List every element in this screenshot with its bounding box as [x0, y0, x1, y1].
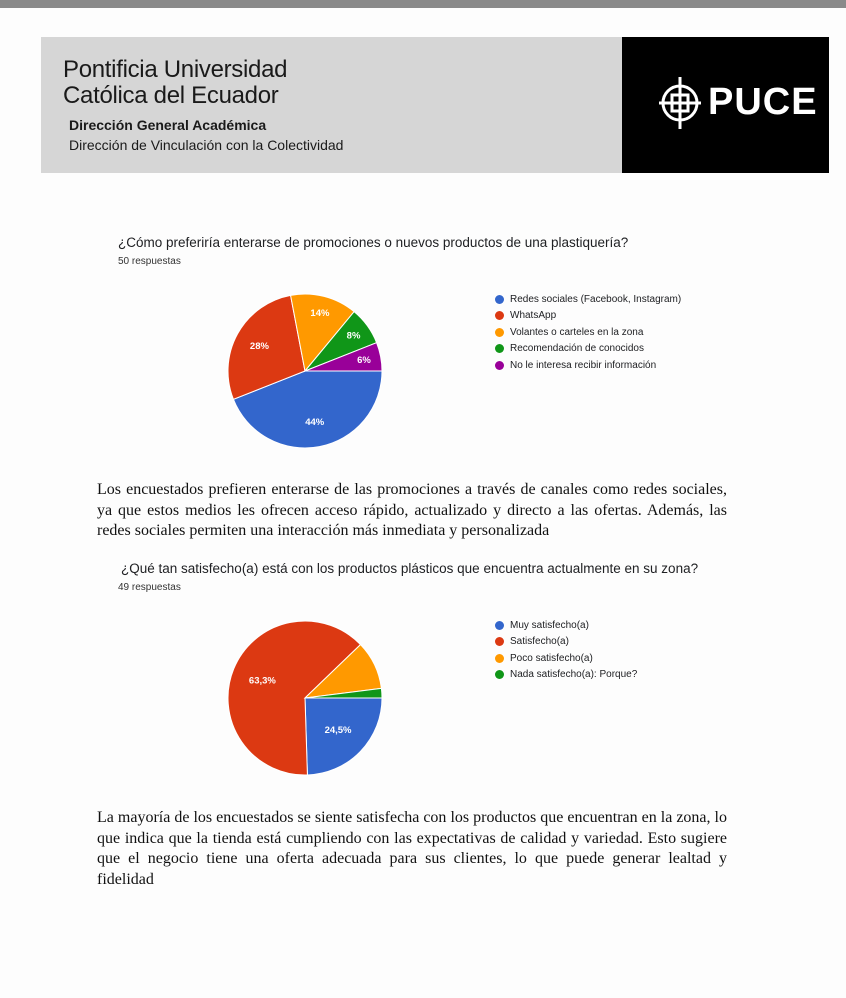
chart1-legend-item: [495, 324, 681, 341]
legend-label: Recomendación de conocidos: [510, 343, 644, 355]
legend-swatch: [495, 344, 504, 353]
chart1-legend-item: [495, 357, 681, 374]
legend-label: No le interesa recibir información: [510, 359, 657, 371]
paragraph-1: Los encuestados prefieren enterarse de las promociones a través de canales como redes sociales, ya que estos medios les ofrecen acceso rápido, actualizado y directo a las ofertas. Además, las redes sociales permiten una interacción más inmediata y personalizada: [97, 481, 727, 539]
chart2-legend-item: [495, 667, 637, 684]
legend-label: Redes sociales (Facebook, Instagram): [510, 293, 682, 305]
chart2-slice-muy-satisfecho-a: [305, 698, 382, 775]
chart1-label-redes-sociales-facebook-instagram: 44%: [305, 417, 325, 429]
chart2-response-count: 49 respuestas: [118, 582, 181, 593]
chart1-legend: [495, 291, 681, 374]
university-name: [63, 57, 287, 109]
department-primary: Dirección General Académica: [69, 117, 267, 133]
chart1-legend-item: [495, 308, 681, 325]
chart2-label-satisfecho-a: 63,3%: [248, 675, 276, 687]
logo-text: PUCE: [708, 81, 818, 123]
legend-swatch: [495, 328, 504, 337]
legend-swatch: [495, 311, 504, 320]
legend-swatch: [495, 637, 504, 646]
chart2-pie: [226, 619, 384, 777]
chart1-title: ¿Cómo preferiría enterarse de promociones o nuevos productos de una plastiquería?: [118, 235, 629, 250]
puce-emblem-icon: [657, 75, 703, 131]
legend-label: Satisfecho(a): [510, 636, 569, 648]
chart2-title: ¿Qué tan satisfecho(a) está con los productos plásticos que encuentra actualmente en su zona?: [121, 561, 699, 576]
chart1-label-volantes-o-carteles-en-la-zona: 14%: [310, 307, 330, 319]
chart2-legend-item: [495, 617, 637, 634]
legend-label: Nada satisfecho(a): Porque?: [510, 669, 638, 681]
legend-label: Volantes o carteles en la zona: [510, 326, 644, 338]
chart1-label-whatsapp: 28%: [249, 340, 269, 352]
legend-swatch: [495, 670, 504, 679]
document-header: [41, 37, 829, 173]
legend-swatch: [495, 654, 504, 663]
legend-label: Muy satisfecho(a): [510, 619, 589, 631]
university-line-2: Católica del Ecuador: [63, 82, 279, 109]
university-line-1: Pontificia Universidad: [63, 56, 288, 83]
puce-logo: [622, 37, 829, 173]
chart2-legend-item: [495, 634, 637, 651]
legend-swatch: [495, 621, 504, 630]
department-secondary: Dirección de Vinculación con la Colectividad: [69, 137, 344, 153]
legend-label: WhatsApp: [510, 310, 557, 322]
paragraph-2: La mayoría de los encuestados se siente satisfecha con los productos que encuentran en la zona, lo que indica que la tienda está cumpliendo con las expectativas de calidad y variedad. Esto sugiere que el negocio tiene una oferta adecuada para sus clientes, lo que puede generar lealtad y fidelidad: [97, 809, 727, 888]
chart1-label-recomendacion-de-conocidos: 8%: [346, 330, 361, 342]
chart1-label-no-le-interesa-recibir-informacion: 6%: [357, 354, 371, 366]
chart2-label-muy-satisfecho-a: 24,5%: [324, 725, 352, 737]
chart1-response-count: 50 respuestas: [118, 256, 181, 267]
chart2-legend: [495, 617, 637, 683]
chart1-pie: [226, 292, 384, 450]
legend-swatch: [495, 361, 504, 370]
chart1-legend-item: [495, 341, 681, 358]
chart1-legend-item: [495, 291, 681, 308]
chart2-legend-item: [495, 650, 637, 667]
legend-swatch: [495, 295, 504, 304]
top-bar: [0, 0, 846, 8]
legend-label: Poco satisfecho(a): [510, 652, 593, 664]
